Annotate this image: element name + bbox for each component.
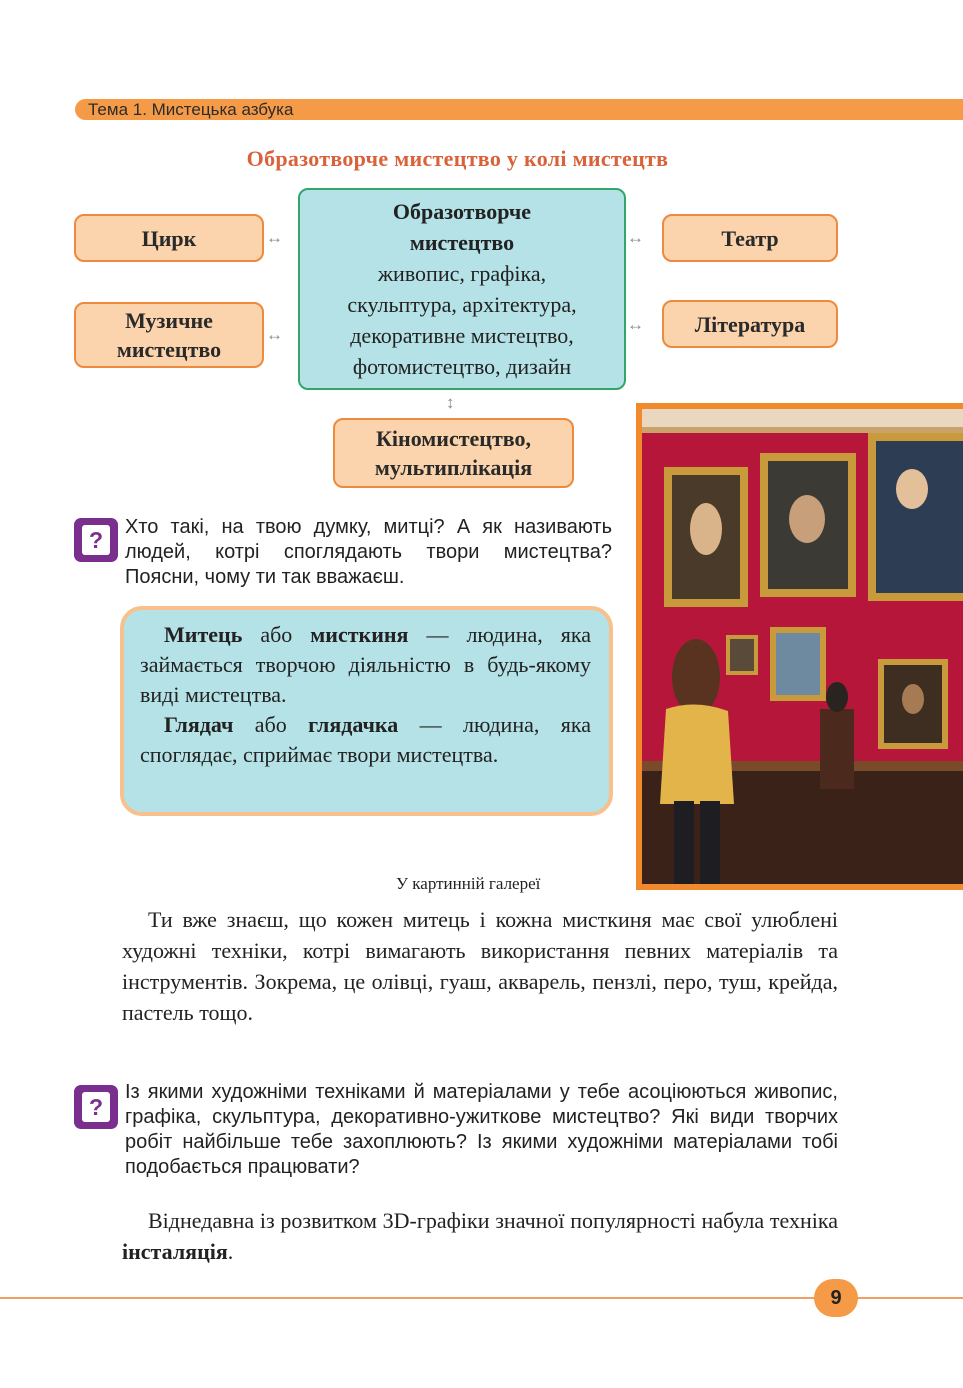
definition-viewer: Глядач або глядачка — людина, яка споглядає, сприймає твори мистецтва. (140, 712, 591, 767)
double-arrow-vertical-icon: ↕ (446, 393, 455, 412)
double-arrow-icon: ↔ (627, 315, 644, 334)
circus-label: Цирк (141, 225, 197, 251)
section-title: Образотворче мистецтво у колі мистецтв (246, 146, 669, 171)
definition-box (120, 606, 613, 816)
cinema-label-1: Кіномистецтво, (375, 426, 532, 451)
literature-box (662, 300, 838, 348)
page-number: 9 (814, 1279, 858, 1317)
theatre-label: Театр (721, 225, 779, 251)
cinema-label-2: мультиплікація (374, 455, 533, 480)
question-icon: ? (74, 518, 118, 562)
gallery-illustration (642, 409, 963, 884)
topic-label: Тема 1. Мистецька азбука (88, 100, 294, 119)
double-arrow-icon: ↔ (266, 325, 283, 344)
double-arrow-icon: ↔ (266, 228, 283, 247)
double-arrow-icon: ↔ (627, 228, 644, 247)
visual-arts-line: живопис, графіка, (377, 261, 547, 286)
question-icon: ? (74, 1085, 118, 1129)
question-text-1: Хто такі, на твою думку, митці? А як називають людей, котрі споглядають твори мистецтва? Поясни, чому ти так вважаєш. (125, 516, 612, 588)
music-label-2: мистецтво (116, 337, 222, 362)
music-box (74, 302, 264, 368)
visual-arts-line: скульптура, архітектура, (347, 292, 577, 317)
circus-box (74, 214, 264, 262)
visual-arts-line: фотомистецтво, дизайн (352, 354, 572, 379)
paragraph-materials: Ти вже знаєш, що кожен митець і кожна мисткиня має свої улюблені художні техніки, котрі вимагають використання певних матеріалів та інструментів. Зокрема, це олівці, гуаш, акварель, пензлі, перо, туш, крейда, пастель тощо. (122, 907, 838, 1025)
literature-label: Література (694, 311, 806, 337)
question-text-2: Із якими художніми техніками й матеріалами у тебе асоціюються живопис, графіка, скульптура, декоративно-ужиткове мистецтво? Які види творчих робіт найбільше тебе захоплюють? Із якими художніми матеріалами тобі подобається працювати? (125, 1081, 838, 1178)
definition-artist: Митець або мисткиня — людина, яка займається творчою діяльністю в будь-якому виді мистецтва. (140, 622, 591, 707)
theatre-box (662, 214, 838, 262)
music-label-1: Музичне (125, 308, 213, 333)
cinema-box (333, 418, 574, 488)
visual-arts-line: декоративне мистецтво, (350, 323, 574, 348)
visual-arts-box (298, 188, 626, 390)
gallery-photo (636, 403, 963, 890)
installation-term: інсталяція (122, 1239, 228, 1264)
visual-arts-title-1: Образотворче (392, 199, 532, 224)
visual-arts-title-2: мистецтво (409, 230, 515, 255)
paragraph-installation: Віднедавна із розвитком 3D-графіки значної популярності набула техніка інсталяція. (122, 1208, 838, 1264)
photo-caption: У картинній галереї (396, 874, 541, 893)
